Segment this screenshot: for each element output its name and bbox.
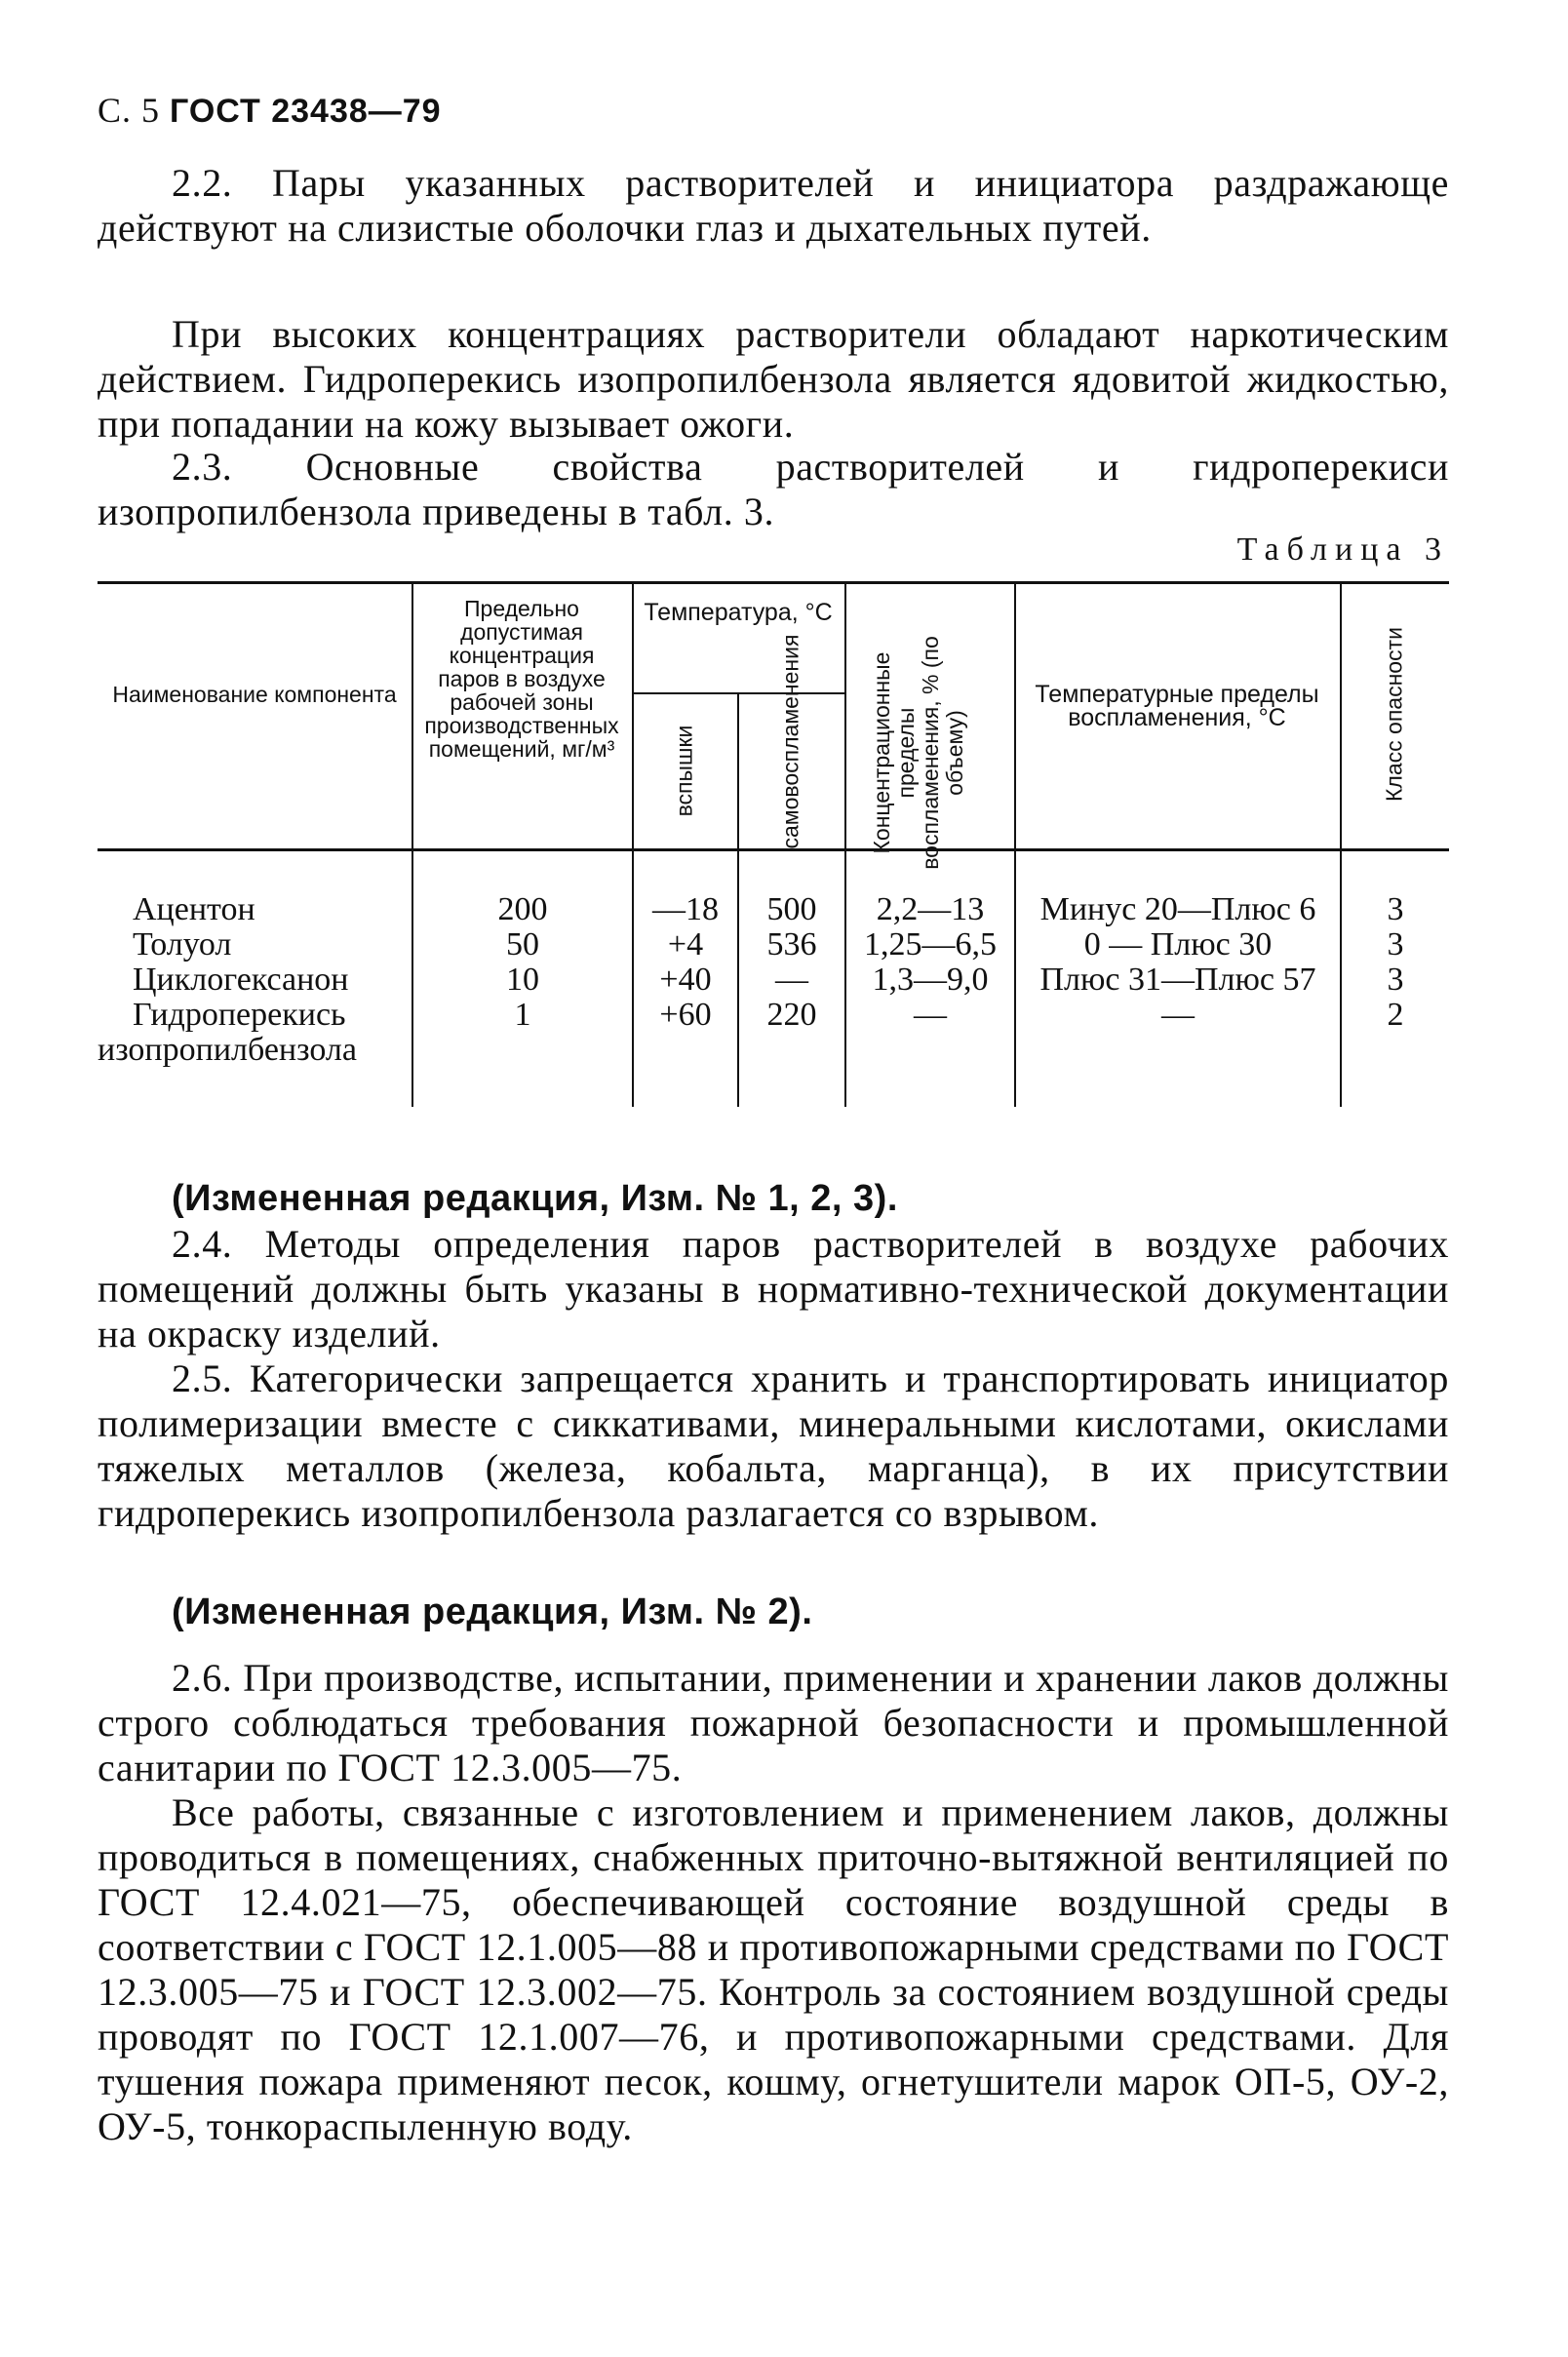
row-acetone-class: 3 <box>1387 891 1404 927</box>
row-hydroperoxide-flash: +60 <box>659 997 712 1033</box>
row-acetone-autoignition: 500 <box>766 891 817 927</box>
paragraph-2-3: 2.3. Основные свойства растворителей и гидроперекиси изопропилбензола приведены в табл. 3. <box>98 445 1449 533</box>
header-conc-limits: Концентрационные пределы воспламенения, % (по объему) <box>869 636 967 870</box>
header-name: Наименование компонента <box>112 682 397 707</box>
paragraph-2-6: 2.6. При производстве, испытании, применении и хранении лаков должны строго соблюдаться требования пожарной безопасности и промышленной санитарии по ГОСТ 12.3.005—75. <box>98 1656 1449 1789</box>
row-hydroperoxide-class: 2 <box>1387 997 1404 1033</box>
paragraph-2-2-b: При высоких концентрациях растворители обладают наркотическим действием. Гидроперекись изопропилбензола является ядовитой жидкостью, при попадании на кожу вызывает ожоги. <box>98 312 1449 446</box>
row-cyclohexanone-autoignition: — <box>775 962 808 998</box>
row-cyclohexanone-mac: 10 <box>506 962 539 998</box>
row-acetone-mac: 200 <box>497 891 548 927</box>
row-toluene-name: Толуол <box>133 926 232 962</box>
table-title: Таблица 3 <box>1236 531 1449 568</box>
row-hydroperoxide-name: Гидроперекись изопропилбензола <box>98 997 357 1068</box>
row-hydroperoxide-conc-limits: — <box>914 997 947 1033</box>
row-toluene-flash: +4 <box>667 926 704 962</box>
paragraph-2-4: 2.4. Методы определения паров растворителей в воздухе рабочих помещений должны быть указаны в нормативно-технической документации на окраску изделий. <box>98 1222 1449 1355</box>
header-autoignition: самовоспламенения <box>777 634 804 849</box>
row-cyclohexanone-name: Циклогексанон <box>133 962 349 998</box>
header-mac: Предельно допустимая концентрация паров в воздухе рабочей зоны производственных помещений, мг/м³ <box>424 596 619 762</box>
row-acetone-name: Ацентон <box>133 891 255 927</box>
table-header-rule <box>98 848 1449 851</box>
row-toluene-temp-limits: 0 — Плюс 30 <box>1083 926 1273 962</box>
row-acetone-conc-limits: 2,2—13 <box>876 891 985 927</box>
row-acetone-temp-limits: Минус 20—Плюс 6 <box>1039 891 1316 927</box>
amendment-note-2: (Измененная редакция, Изм. № 2). <box>172 1591 813 1632</box>
row-cyclohexanone-temp-limits: Плюс 31—Плюс 57 <box>1039 962 1316 998</box>
paragraph-2-5: 2.5. Категорически запрещается хранить и транспортировать инициатор полимеризации вместе с сиккативами, минеральными кислотами, окислами тяжелых металлов (железа, кобальта, марганца), в их присутствии гидроперекись изопропилбензола разлагается со взрывом. <box>98 1356 1449 1535</box>
header-temperature: Температура, °С <box>644 599 833 626</box>
header-temp-limits: Температурные пределы воспламенения, °С <box>1035 681 1319 731</box>
row-acetone-flash: —18 <box>652 891 719 927</box>
row-cyclohexanone-class: 3 <box>1387 962 1404 998</box>
standard-code: ГОСТ 23438—79 <box>170 93 442 130</box>
row-hydroperoxide-temp-limits: — <box>1161 997 1195 1033</box>
row-toluene-conc-limits: 1,25—6,5 <box>864 926 997 962</box>
paragraph-2-2: 2.2. Пары указанных растворителей и инициатора раздражающе действуют на слизистые оболочки глаз и дыхательных путей. <box>98 161 1449 250</box>
header-flash: вспышки <box>671 725 697 817</box>
row-toluene-autoignition: 536 <box>766 926 817 962</box>
amendment-note-1: (Измененная редакция, Изм. № 1, 2, 3). <box>172 1178 898 1219</box>
row-hydroperoxide-autoignition: 220 <box>766 997 817 1033</box>
page-header <box>98 90 442 131</box>
row-cyclohexanone-conc-limits: 1,3—9,0 <box>872 962 989 998</box>
page-number: С. 5 <box>98 91 161 130</box>
row-hydroperoxide-mac: 1 <box>514 997 531 1033</box>
row-toluene-mac: 50 <box>506 926 539 962</box>
row-toluene-class: 3 <box>1387 926 1404 962</box>
table-top-rule <box>98 581 1449 584</box>
header-hazard-class: Класс опасности <box>1381 627 1407 802</box>
row-cyclohexanone-flash: +40 <box>659 962 712 998</box>
paragraph-2-6-b: Все работы, связанные с изготовлением и применением лаков, должны проводиться в помещениях, снабженных приточно-вытяжной вентиляцией по ГОСТ 12.4.021—75, обеспечивающей состояние воздушной среды в соответствии с ГОСТ 12.1.005—88 и противопожарными средствами по ГОСТ 12.3.005—75 и ГОСТ 12.3.002—75. Контроль за состоянием воздушной среды проводят по ГОСТ 12.1.007—76, и противопожарными средствами. Для тушения пожара применяют песок, кошму, огнетушители марок ОП-5, ОУ-2, ОУ-5, тонкораспыленную воду. <box>98 1790 1449 2148</box>
